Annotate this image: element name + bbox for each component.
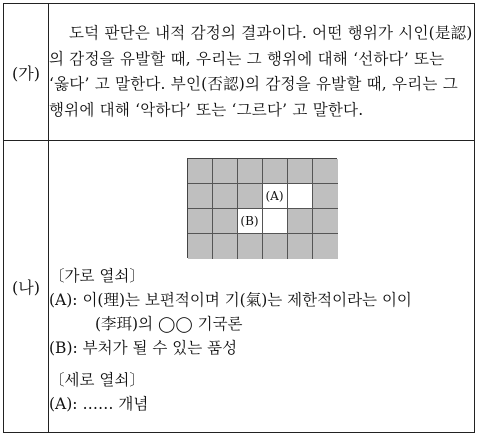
crossword-blocked-cell (288, 234, 313, 259)
across-clues-heading: 〔가로 열쇠〕 (49, 266, 145, 285)
crossword-blocked-cell (238, 184, 263, 209)
crossword-wrap (187, 158, 337, 258)
down-clues-heading: 〔세로 열쇠〕 (49, 370, 145, 389)
crossword-blocked-cell (313, 184, 338, 209)
crossword-blocked-cell (213, 234, 238, 259)
crossword-answer-cell (238, 209, 263, 234)
crossword-answer-cell (263, 184, 288, 209)
crossword-blocked-cell (188, 209, 213, 234)
row-content-na (49, 141, 475, 433)
crossword-blocked-cell (288, 209, 313, 234)
crossword-blocked-cell (313, 159, 338, 184)
crossword-grid (187, 158, 337, 258)
crossword-cell-label: (A) (265, 188, 284, 203)
clue-text: 부처가 될 수 있는 품성 (82, 338, 238, 357)
crossword-answer-cell (288, 184, 313, 209)
across-clue-a-cont: (李珥)의 ◯◯ 기국론 (95, 314, 243, 333)
clue-tag: (B): (49, 338, 78, 357)
crossword-blocked-cell (288, 159, 313, 184)
clue-tag: (A): (49, 394, 78, 413)
crossword-blocked-cell (263, 159, 288, 184)
clue-text: …… 개념 (82, 394, 149, 413)
crossword-blocked-cell (213, 209, 238, 234)
row-content-ga (49, 4, 475, 141)
exam-question-table (3, 3, 475, 433)
crossword-cell-label: (B) (240, 213, 259, 228)
crossword-blocked-cell (188, 159, 213, 184)
clue-text: 이(理)는 보편적이며 기(氣)는 제한적이라는 이이 (82, 290, 412, 309)
across-clue-b (49, 336, 474, 360)
crossword-blocked-cell (313, 209, 338, 234)
row-label-ga: (가) (4, 4, 49, 141)
row-label-na: (나) (4, 141, 49, 433)
content-table (3, 3, 475, 433)
crossword-blocked-cell (238, 234, 263, 259)
crossword-blocked-cell (238, 159, 263, 184)
crossword-answer-cell (263, 209, 288, 234)
crossword-blocked-cell (263, 234, 288, 259)
row-ga (4, 4, 475, 141)
crossword-blocked-cell (213, 184, 238, 209)
passage-text: 도덕 판단은 내적 감정의 결과이다. 어떤 행위가 시인(是認)의 감정을 유발할 때, 우리는 그 행위에 대해 ‘선하다’ 또는 ‘옳다’ 고 말한다. 부인(否認)의 감정을 유발할 때, 우리는 그 행위에 대해 ‘악하다’ 또는 ‘그르다’ 고 말한다. (49, 24, 473, 119)
down-clue-a (49, 392, 474, 416)
crossword-blocked-cell (188, 234, 213, 259)
clue-tag: (A): (49, 290, 78, 309)
across-clue-a (49, 288, 474, 312)
crossword-blocked-cell (313, 234, 338, 259)
crossword-blocked-cell (213, 159, 238, 184)
row-na (4, 141, 475, 433)
crossword-blocked-cell (188, 184, 213, 209)
